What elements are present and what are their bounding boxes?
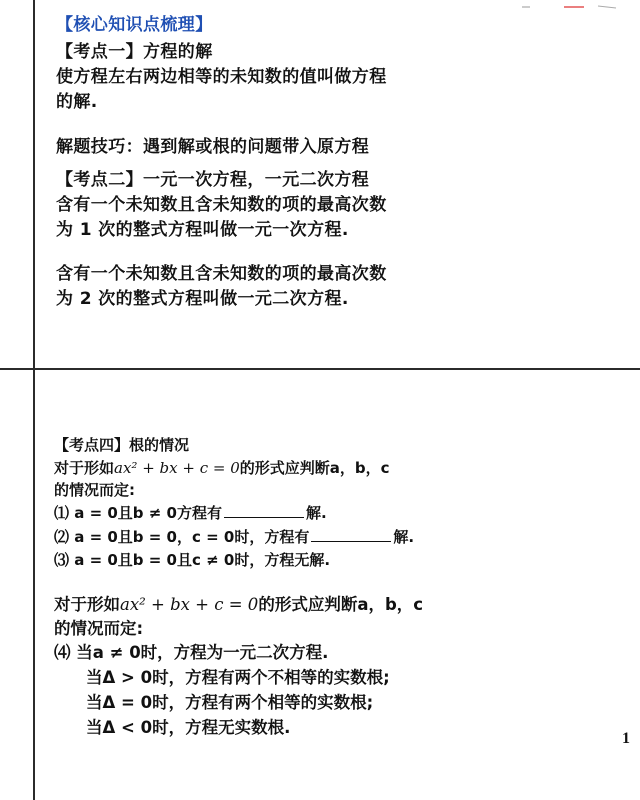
quadratic-definition-line1: 含有一个未知数且含未知数的项的最高次数	[56, 264, 387, 284]
solving-tip: 解题技巧：遇到解或根的问题带入原方程	[56, 137, 370, 157]
intro2-suffix: 的形式应判断a，b，c	[258, 595, 424, 614]
case1-suffix: 解.	[305, 504, 327, 522]
top-slide	[34, 0, 640, 368]
linear-definition-line2: 为 1 次的整式方程叫做一元一次方程.	[56, 220, 349, 240]
point1-title: 【考点一】方程的解	[56, 42, 213, 62]
quadratic-equation-2: ax² + bx + c = 0	[120, 595, 259, 614]
page-number: 1	[622, 730, 630, 747]
point2-title: 【考点二】一元一次方程，一元二次方程	[56, 170, 370, 190]
intro2-prefix: 对于形如	[54, 595, 120, 614]
case2-suffix: 解.	[393, 528, 415, 546]
quadratic-equation: ax² + bx + c = 0	[114, 459, 240, 477]
intro-line2: 的情况而定:	[54, 481, 135, 499]
case2	[54, 526, 414, 547]
point4-title: 【考点四】根的情况	[54, 436, 190, 454]
quadratic-definition-line2: 为 2 次的整式方程叫做一元二次方程.	[56, 289, 349, 309]
case1	[54, 502, 327, 523]
delta-zero: 当Δ = 0时，方程有两个相等的实数根;	[86, 693, 374, 712]
knowledge-summary-heading: 【核心知识点梳理】	[56, 15, 213, 35]
delta-negative: 当Δ < 0时，方程无实数根.	[86, 718, 291, 737]
intro2-line2: 的情况而定:	[54, 619, 144, 638]
case1-answer-blank	[224, 503, 304, 518]
slide-divider-line	[0, 368, 640, 370]
intro2-line1	[54, 591, 423, 615]
case2-answer-blank	[311, 527, 391, 542]
case1-text: ⑴ a = 0且b ≠ 0方程有	[54, 504, 222, 522]
linear-definition-line1: 含有一个未知数且含未知数的项的最高次数	[56, 195, 387, 215]
case2-text: ⑵ a = 0且b = 0，c = 0时，方程有	[54, 528, 310, 546]
bottom-slide	[34, 371, 640, 800]
case4: ⑷ 当a ≠ 0时，方程为一元二次方程.	[54, 643, 329, 662]
intro-suffix: 的形式应判断a，b，c	[239, 459, 390, 477]
case3: ⑶ a = 0且b = 0且c ≠ 0时，方程无解.	[54, 551, 331, 569]
point1-definition-line2: 的解.	[56, 92, 98, 112]
point1-definition-line1: 使方程左右两边相等的未知数的值叫做方程	[56, 67, 387, 87]
intro-line1	[54, 457, 390, 478]
delta-positive: 当Δ > 0时，方程有两个不相等的实数根;	[86, 668, 390, 687]
intro-prefix: 对于形如	[54, 459, 115, 477]
